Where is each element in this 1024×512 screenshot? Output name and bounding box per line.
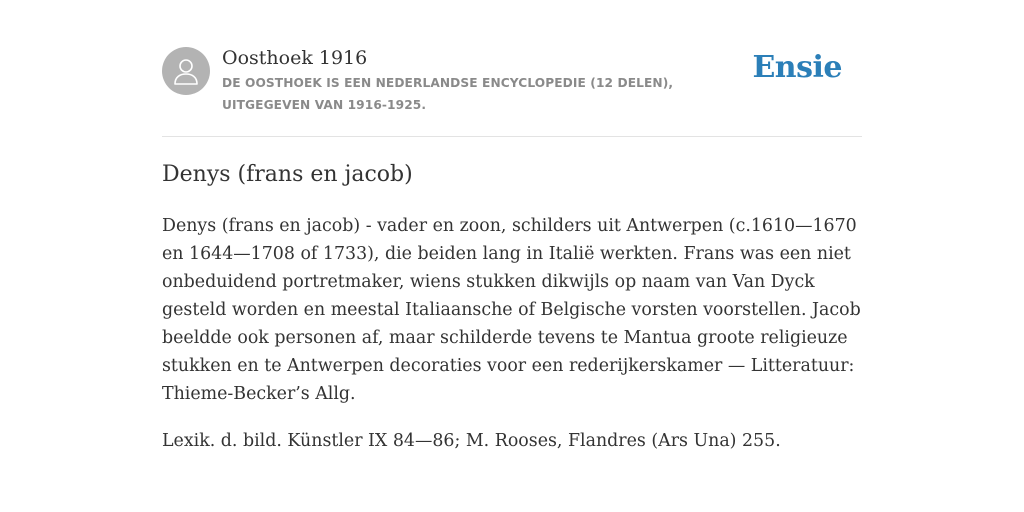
user-icon (173, 57, 199, 85)
entry-paragraph: Lexik. d. bild. Künstler IX 84—86; M. Rooses, Flandres (Ars Una) 255. (162, 431, 781, 451)
source-meta (222, 44, 762, 116)
source-header (162, 44, 862, 137)
entry-title: Denys (frans en jacob) (162, 162, 413, 187)
brand-logo[interactable]: Ensie (752, 50, 842, 85)
source-title[interactable]: Oosthoek 1916 (222, 47, 368, 69)
entry-paragraph: Denys (frans en jacob) - vader en zoon, schilders uit Antwerpen (c.1610—1670 en 1644—1708 of 1733), die beiden lang in Italië werkten. Frans was een niet onbeduidend portretmaker, wiens stukken dikwijls op naam van Van Dyck gesteld worden en meestal Italiaansche of Belgische vorsten voorstellen. Jacob beeldde ook personen af, maar schilderde tevens te Mantua groote religieuze stukken en te Antwerpen decoraties voor een rederijkerskamer — Litteratuur: Thieme-Becker’s Allg. (162, 216, 861, 404)
avatar (162, 47, 210, 95)
source-description: DE OOSTHOEK IS EEN NEDERLANDSE ENCYCLOPEDIE (12 DELEN), UITGEGEVEN VAN 1916-1925. (222, 76, 674, 112)
entry-body (162, 212, 862, 474)
